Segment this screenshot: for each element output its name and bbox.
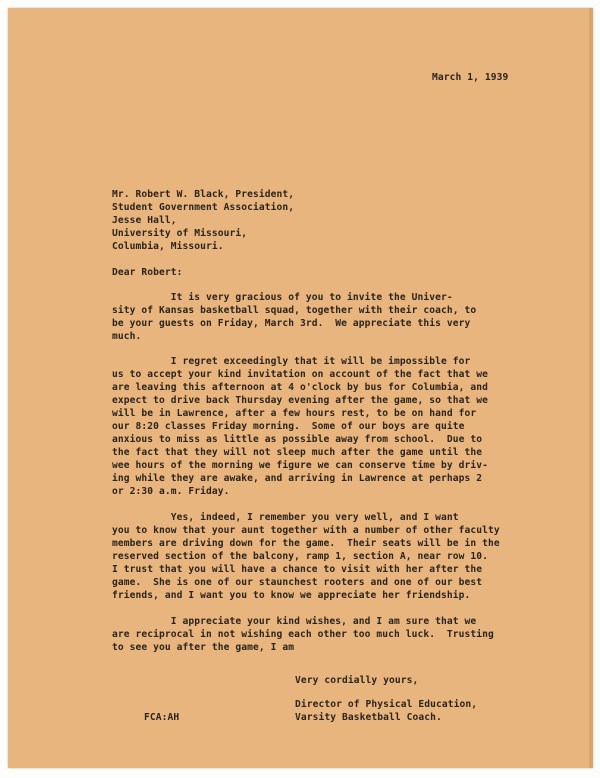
address-line: Student Government Association, [112, 202, 295, 213]
typist-initials: FCA:AH [144, 712, 180, 723]
paragraph-1-line: be your guests on Friday, March 3rd. We appreciate this very [112, 318, 471, 329]
paragraph-2-line: are leaving this afternoon at 4 o'clock by bus for Columbia, and [112, 382, 489, 393]
paragraph-4-line: I appreciate your kind wishes, and I am sure that we [112, 616, 477, 627]
paragraph-2-line: our 8:20 classes Friday morning. Some of our boys are quite [112, 421, 465, 432]
paragraph-3-line: members are driving down for the game. Their seats will be in the [112, 538, 500, 549]
paragraph-2-line: the fact that they will not sleep much after the game until the [112, 447, 483, 458]
address-line: Jesse Hall, [112, 215, 177, 226]
paragraph-3-line: friends, and I want you to know we appreciate her friendship. [112, 590, 471, 601]
paragraph-3-line: game. She is one of our staunchest rooters and one of our best [112, 577, 483, 588]
address-line: Columbia, Missouri. [112, 241, 224, 252]
paragraph-2-line: ing while they are awake, and arriving in Lawrence at perhaps 2 [112, 473, 483, 484]
paragraph-3-line: you to know that your aunt together with a number of other faculty [112, 525, 500, 536]
signature-title-line: Director of Physical Education, [295, 699, 478, 710]
paragraph-2-line: expect to drive back Thursday evening after the game, so that we [112, 395, 489, 406]
letter-date: March 1, 1939 [432, 72, 509, 83]
paragraph-3-line: reserved section of the balcony, ramp 1, section A, near row 10. [112, 551, 489, 562]
paragraph-2-line: anxious to miss as little as possible away from school. Due to [112, 434, 483, 445]
paragraph-3-line: I trust that you will have a chance to visit with her after the [112, 564, 483, 575]
paragraph-4-line: to see you after the game, I am [112, 642, 295, 653]
paragraph-2-line: us to accept your kind invitation on account of the fact that we [112, 369, 489, 380]
salutation: Dear Robert: [112, 267, 183, 278]
address-line: University of Missouri, [112, 228, 248, 239]
paragraph-3-line: Yes, indeed, I remember you very well, and I want [112, 512, 459, 523]
paragraph-1-line: It is very gracious of you to invite the Univer- [112, 292, 453, 303]
letter-page [8, 8, 593, 768]
paragraph-2-line: will be in Lawrence, after a few hours rest, to be on hand for [112, 408, 477, 419]
paragraph-2-line: or 2:30 a.m. Friday. [112, 486, 230, 497]
page-edge-shadow [589, 8, 593, 768]
paragraph-4-line: are reciprocal in not wishing each other too much luck. Trusting [112, 629, 494, 640]
signature-title-line: Varsity Basketball Coach. [295, 712, 442, 723]
paragraph-2-line: wee hours of the morning we figure we can conserve time by driv- [112, 460, 489, 471]
paragraph-2-line: I regret exceedingly that it will be impossible for [112, 356, 471, 367]
paragraph-1-line: sity of Kansas basketball squad, together with their coach, to [112, 305, 477, 316]
address-line: Mr. Robert W. Black, President, [112, 189, 295, 200]
closing: Very cordially yours, [295, 675, 419, 686]
paragraph-1-line: much. [112, 331, 142, 342]
